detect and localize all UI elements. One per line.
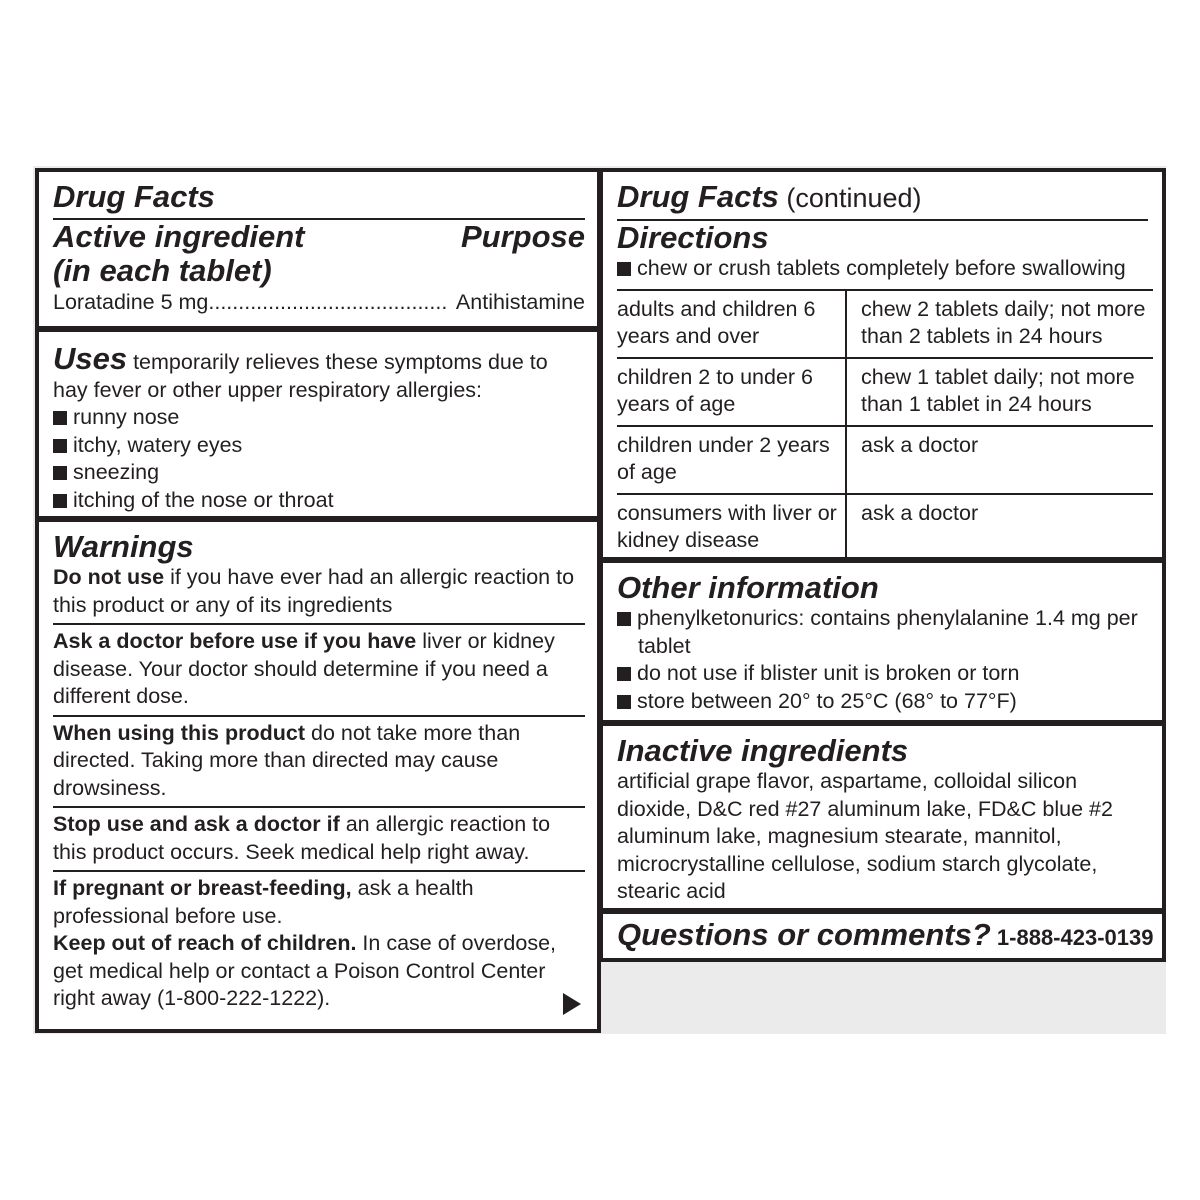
bullet-icon	[617, 612, 631, 626]
uses-item: sneezing	[53, 459, 585, 487]
directions-heading: Directions	[617, 220, 769, 255]
drug-facts-title: Drug Facts	[53, 179, 215, 214]
inactive-ingredients-heading: Inactive ingredients	[617, 733, 909, 768]
table-cell-dose: ask a doctor	[861, 432, 979, 457]
questions-phone: 1-888-423-0139	[990, 925, 1154, 950]
inactive-ingredients-box	[599, 722, 1166, 912]
directions-table	[617, 289, 1153, 561]
uses-item: runny nose	[53, 404, 585, 432]
warning-do-not-use: Do not use if you have ever had an allergic reaction to this product or any of its ingredients	[53, 565, 575, 617]
warning-pregnant: If pregnant or breast-feeding, ask a health professional before use.	[53, 876, 474, 928]
other-info-item: do not use if blister unit is broken or torn	[617, 660, 1148, 688]
purpose-heading: Purpose	[460, 219, 585, 254]
uses-heading: Uses	[53, 341, 128, 376]
continue-arrow-icon	[563, 993, 581, 1015]
directions-box	[599, 168, 1166, 561]
table-cell-who: children under 2 years of age	[617, 426, 846, 494]
active-ingredient-heading: Active ingredient	[53, 219, 305, 254]
other-information-box	[599, 559, 1166, 724]
other-information-heading: Other information	[617, 570, 879, 605]
bullet-icon	[53, 411, 67, 425]
warning-keep-out-of-reach: Keep out of reach of children. In case of overdose, get medical help or contact a Poison Control Center right away (1-800-222-1222).	[53, 931, 557, 1010]
uses-box	[35, 328, 601, 520]
table-cell-who: children 2 to under 6 years of age	[617, 358, 846, 426]
warning-stop-use: Stop use and ask a doctor if an allergic reaction to this product occurs. Seek medical help right away.	[53, 812, 551, 864]
warnings-box	[35, 518, 601, 1033]
table-cell-dose: chew 2 tablets daily; not more than 2 tablets in 24 hours	[861, 296, 1146, 348]
bullet-icon	[617, 262, 631, 276]
drug-facts-continued-title: Drug Facts (continued)	[617, 179, 922, 214]
bullet-icon	[53, 466, 67, 480]
warning-when-using: When using this product do not take more than directed. Taking more than directed may cause drowsiness.	[53, 720, 521, 800]
directions-note: chew or crush tablets completely before swallowing	[617, 255, 1148, 289]
active-ingredient-box	[35, 168, 601, 330]
other-info-item: store between 20° to 25°C (68° to 77°F)	[617, 688, 1148, 716]
table-row	[617, 358, 1153, 426]
questions-box	[599, 910, 1166, 962]
purpose-value: Antihistamine	[455, 290, 585, 314]
warning-ask-doctor: Ask a doctor before use if you have liver or kidney disease. Your doctor should determine if you need a different dose.	[53, 629, 555, 708]
inactive-ingredients-text: artificial grape flavor, aspartame, colloidal silicon dioxide, D&C red #27 aluminum lake, FD&C blue #2 aluminum lake, magnesium stearate, mannitol, microcrystalline cellulose, sodium starch glycolate, stearic acid	[617, 769, 1113, 903]
bullet-icon	[53, 494, 67, 508]
table-cell-dose: ask a doctor	[861, 500, 979, 525]
questions-line	[617, 917, 1154, 952]
other-info-item: phenylketonurics: contains phenylalanine 1.4 mg per tablet	[617, 605, 1148, 660]
uses-item: itchy, watery eyes	[53, 432, 585, 460]
uses-paragraph	[53, 342, 585, 404]
bullet-icon	[617, 695, 631, 709]
table-row	[617, 494, 1153, 561]
questions-label: Questions or comments?	[617, 917, 991, 952]
ingredient-line: Loratadine 5 mg........................................	[53, 290, 448, 314]
uses-item: itching of the nose or throat	[53, 487, 585, 515]
bullet-icon	[53, 439, 67, 453]
table-cell-who: adults and children 6 years and over	[617, 290, 846, 358]
table-cell-dose: chew 1 tablet daily; not more than 1 tablet in 24 hours	[861, 364, 1135, 416]
active-ingredient-subheading: (in each tablet)	[53, 253, 272, 288]
bullet-icon	[617, 667, 631, 681]
table-cell-who: consumers with liver or kidney disease	[617, 494, 846, 561]
table-row	[617, 426, 1153, 494]
uses-intro: temporarily relieves these symptoms due to hay fever or other upper respiratory allergies:	[53, 350, 548, 402]
warnings-heading: Warnings	[53, 529, 194, 564]
table-row	[617, 290, 1153, 358]
